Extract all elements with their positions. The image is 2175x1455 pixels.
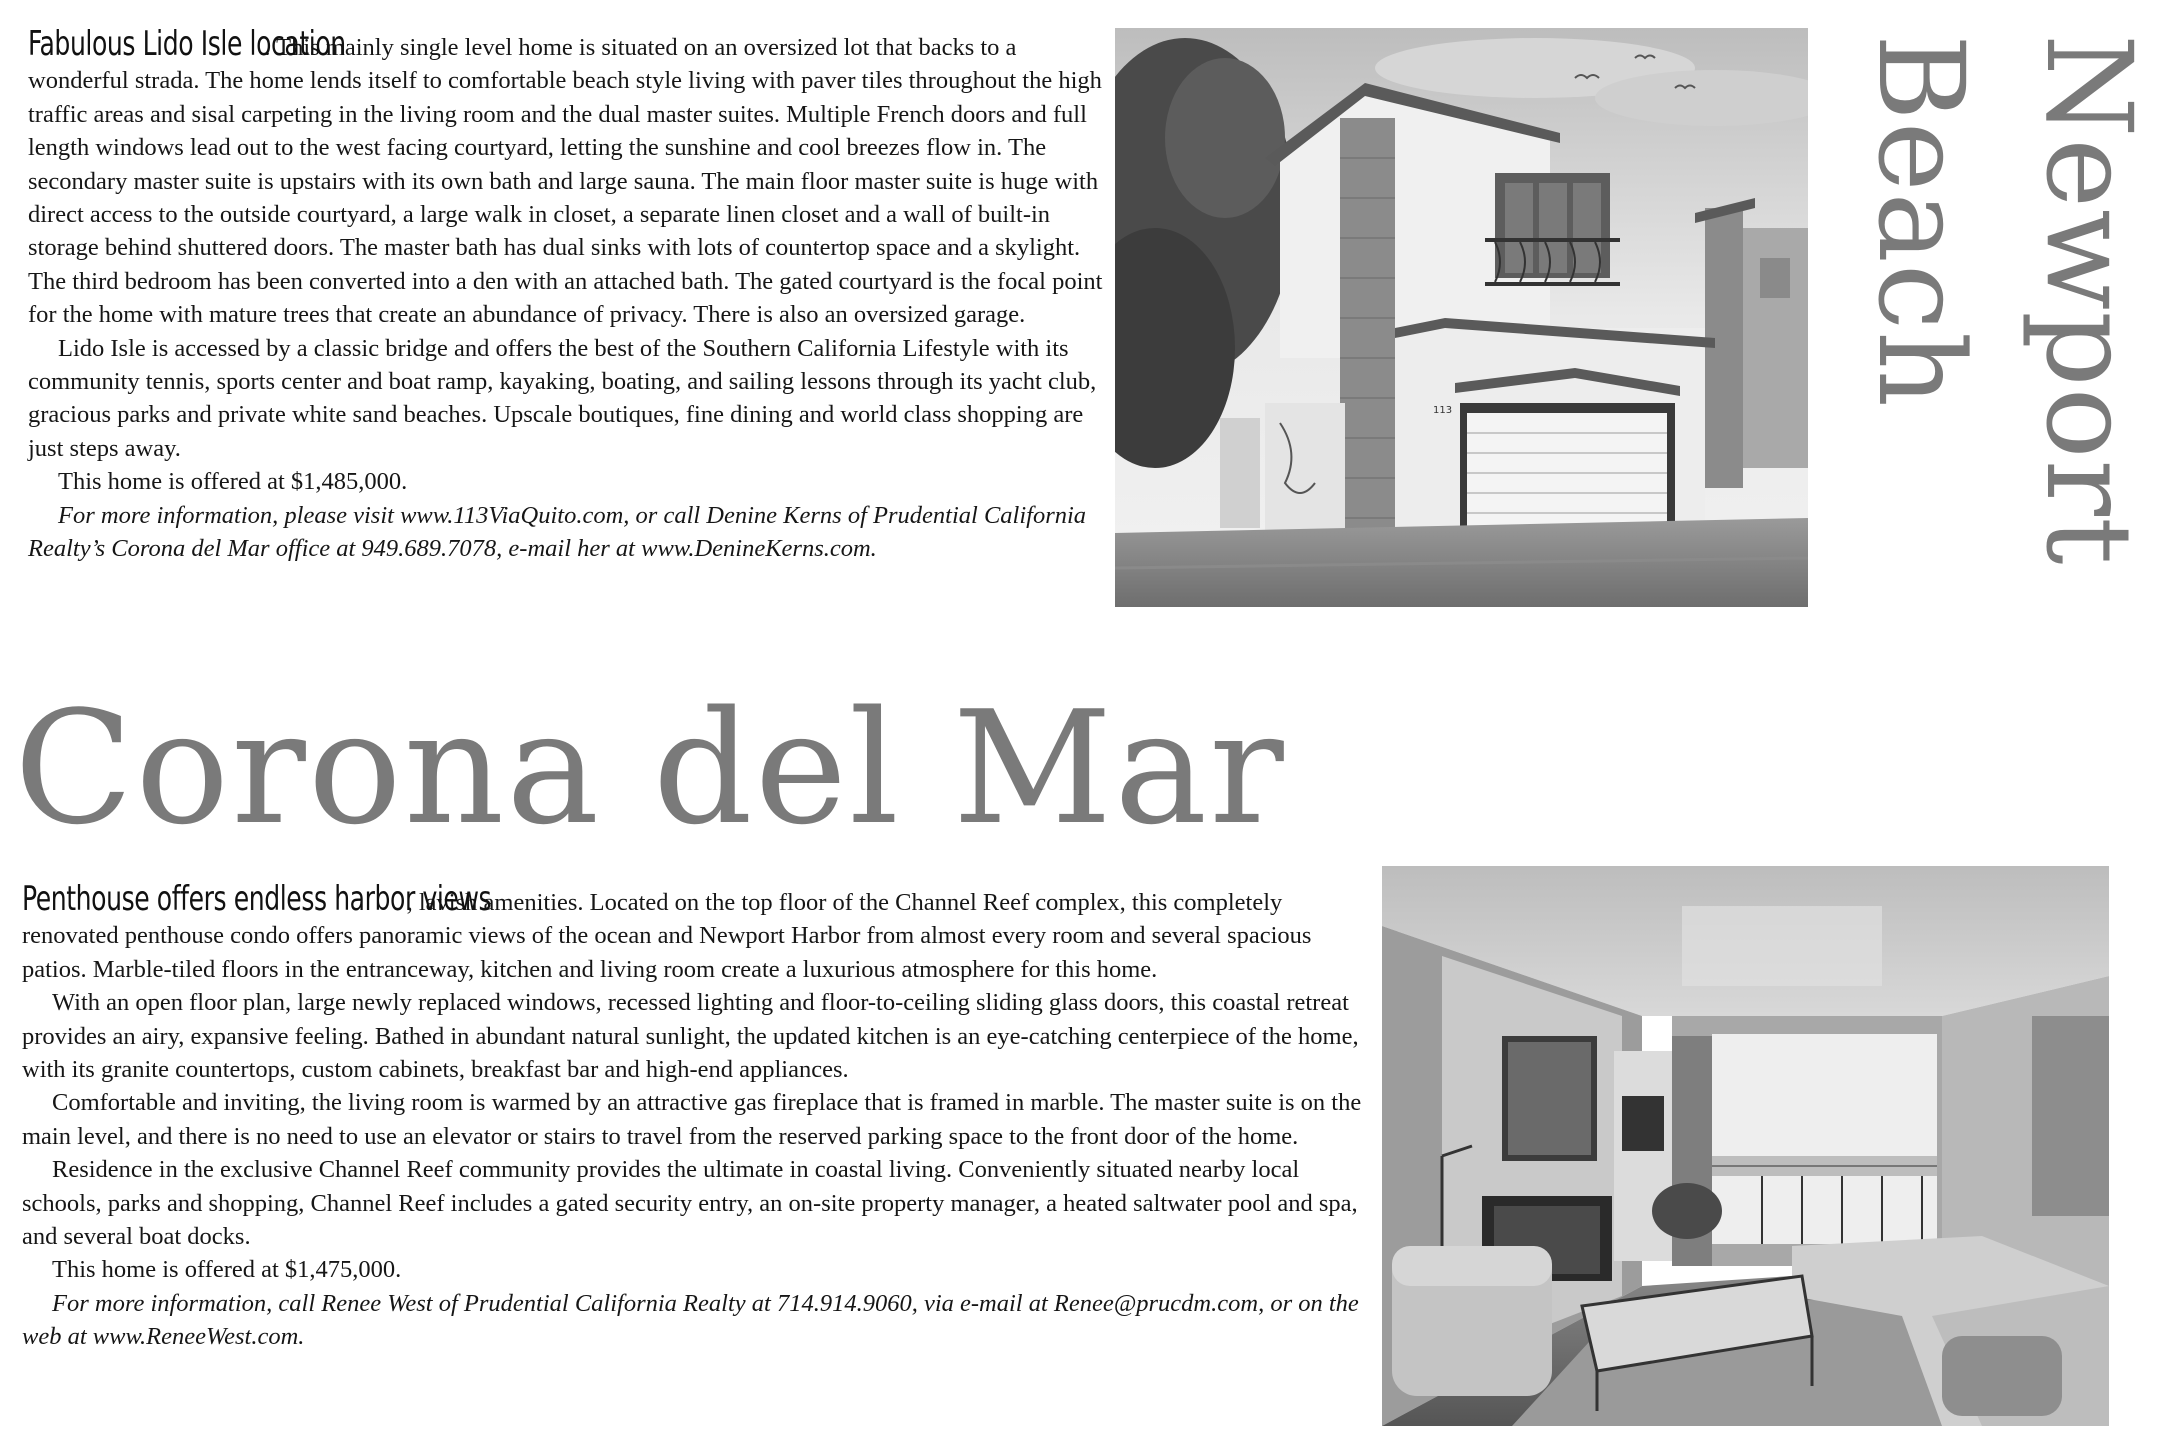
listing1-contact: For more information, please visit www.113ViaQuito.com, or call Denine Kerns of Prudential California Realty’s Corona del Mar office at 949.689.7078, e-mail her at www.DenineKerns.com. (28, 501, 1087, 563)
house-exterior-photo (1115, 28, 1808, 607)
listing1-body: . This mainly single level home is situated on an oversized lot that backs to a wonderful strada. The home lends itself to comfortable beach style living with paver tiles throughout the high traffic areas and sisal carpeting in the living room and the dual master suites. Multiple French doors and full length windows lead out to the west facing courtyard, letting the sunshine and cool breezes flow in. The secondary master suite is upstairs with its own bath and large sauna. The main floor master suite is huge with direct access to the outside courtyard, a large walk in closet, a separate linen closet and a wall of built-in storage behind shuttered doors. The master bath has dual sinks with lots of countertop space and a skylight. The third bedroom has been converted into a den with an attached bath. The gated courtyard is the focal point for the home with mature trees that create an abundance of privacy. There is also an oversized garage. (28, 34, 1103, 329)
listing1-price: This home is offered at $1,485,000. (58, 468, 408, 496)
house-number: 113 (1433, 405, 1453, 416)
listing2-paragraph-1 (22, 879, 1362, 986)
listing1-headline: Fabulous Lido Isle location (28, 24, 346, 64)
listing-channel-reef-penthouse (22, 879, 1362, 1354)
section-title-corona-del-mar: Corona del Mar (14, 677, 1286, 859)
listing2-paragraph-2: With an open floor plan, large newly replaced windows, recessed lighting and floor-to-ceiling sliding glass doors, this coastal retreat provides an airy, expansive feeling. Bathed in abundant natural sunlight, the updated kitchen is an eye-catching centerpiece of the home, with its granite countertops, custom cabinets, breakfast bar and high-end appliances. (22, 989, 1359, 1084)
listing2-contact: For more information, call Renee West of Prudential California Realty at 714.914.9060, via e-mail at Renee@prucdm.com, or on the web at www.ReneeWest.com. (22, 1289, 1359, 1351)
living-room-photo (1382, 866, 2109, 1426)
listing2-paragraph-3: Comfortable and inviting, the living room is warmed by an attractive gas fireplace that is framed in marble. The master suite is on the main level, and there is no need to use an elevator or stairs to travel from the reserved parking space to the front door of the home. (22, 1089, 1362, 1150)
listing2-headline: Penthouse offers endless harbor views (22, 879, 492, 919)
section-title-beach: Beach (1852, 34, 1990, 408)
listing2-body: , lavish amenities. Located on the top floor of the Channel Reef complex, this completely renovated penthouse condo offers panoramic views of the ocean and Newport Harbor from almost every room and several spacious patios. Marble-tiled floors in the entranceway, kitchen and living room create a luxurious atmosphere for this home. (22, 889, 1312, 983)
listing2-price: This home is offered at $1,475,000. (52, 1256, 402, 1284)
section-title-newport: Newport (2020, 34, 2158, 566)
listing1-paragraph-2: Lido Isle is accessed by a classic bridge and offers the best of the Southern California Lifestyle with its community tennis, sports center and boat ramp, kayaking, boating, and sailing lessons through its yacht club, gracious parks and private white sand beaches. Upscale boutiques, fine dining and world class shopping are just steps away. (28, 334, 1097, 462)
listing1-paragraph-1 (28, 24, 1108, 332)
listing2-paragraph-4: Residence in the exclusive Channel Reef community provides the ultimate in coastal living. Conveniently situated nearby local schools, parks and shopping, Channel Reef includes a gated security entry, an on-site property manager, a heated saltwater pool and spa, and several boat docks. (22, 1156, 1358, 1251)
listing-lido-isle (28, 24, 1108, 566)
